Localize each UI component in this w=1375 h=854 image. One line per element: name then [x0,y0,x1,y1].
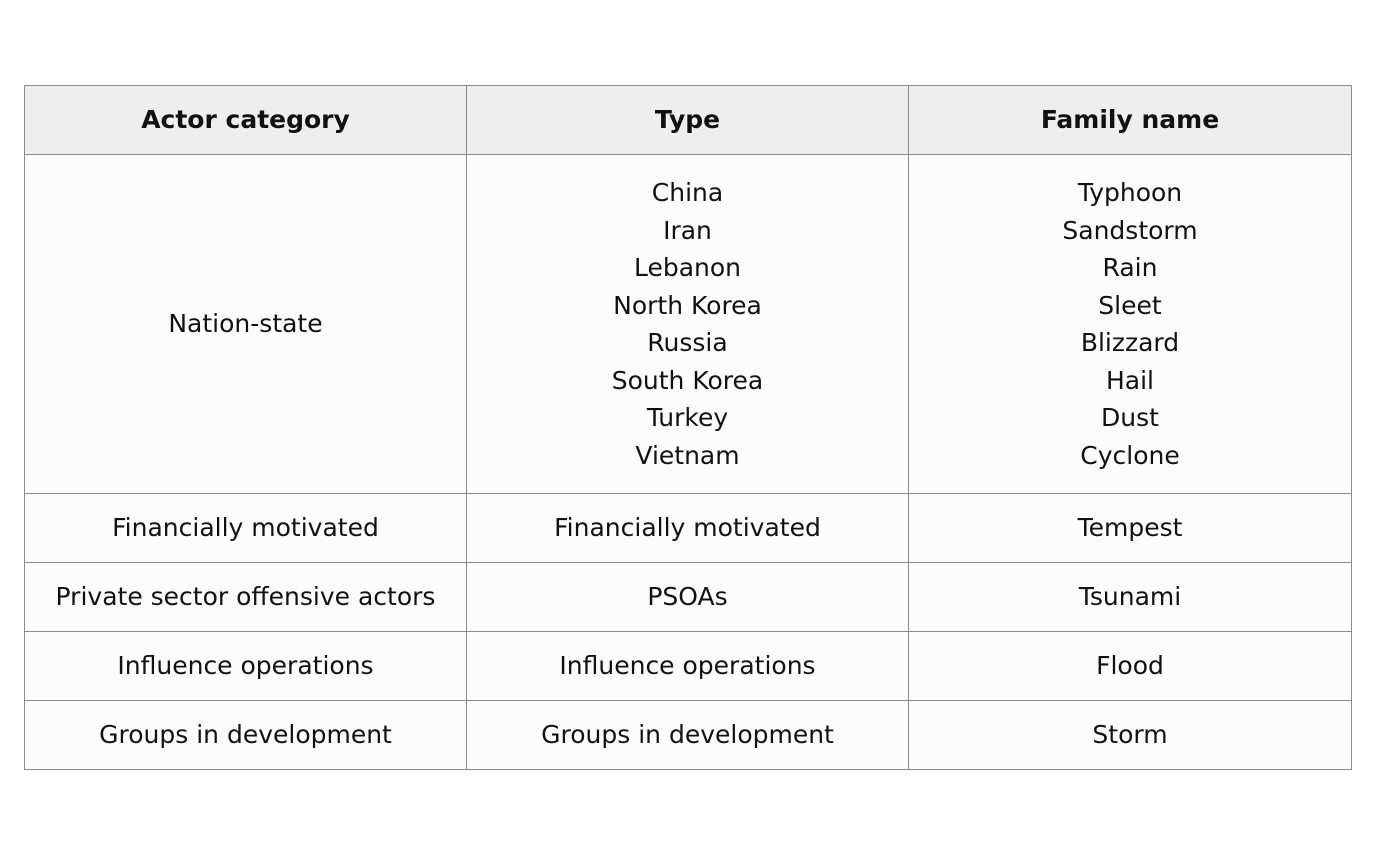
cell-category: Groups in development [25,701,467,770]
type-item: Iran [663,215,712,245]
actor-naming-table [24,85,1352,770]
family-item: Blizzard [1080,328,1180,357]
family-item: Cyclone [1080,440,1180,470]
type-item: Lebanon [633,253,742,282]
family-item: Sandstorm [1062,215,1198,245]
table-row [25,563,1352,632]
cell-families [909,155,1352,494]
family-item: Hail [1105,365,1154,395]
family-item: Rain [1102,253,1158,282]
type-item: Vietnam [635,440,740,470]
family-item: Typhoon [1077,178,1183,207]
type-item: Turkey [646,403,729,432]
header-actor-category: Actor category [25,86,467,155]
header-row [25,86,1352,155]
cell-category: Influence operations [25,632,467,701]
cell-type: Groups in development [467,701,909,770]
cell-family: Storm [909,701,1352,770]
cell-type: PSOAs [467,563,909,632]
type-item: North Korea [613,290,762,320]
cell-category: Private sector offensive actors [25,563,467,632]
cell-category: Financially motivated [25,494,467,563]
table-row [25,494,1352,563]
cell-family: Tsunami [909,563,1352,632]
cell-family: Tempest [909,494,1352,563]
type-item: Russia [647,328,728,357]
cell-type: Influence operations [467,632,909,701]
cell-type: Financially motivated [467,494,909,563]
table-row [25,632,1352,701]
cell-types [467,155,909,494]
cell-family: Flood [909,632,1352,701]
table-row [25,701,1352,770]
header-type: Type [467,86,909,155]
cell-category: Nation-state [25,155,467,494]
family-item: Sleet [1098,290,1162,320]
header-family-name: Family name [909,86,1352,155]
type-item: China [651,178,724,207]
table-row-nation-state [25,155,1352,494]
type-item: South Korea [611,365,764,395]
family-item: Dust [1101,403,1159,432]
